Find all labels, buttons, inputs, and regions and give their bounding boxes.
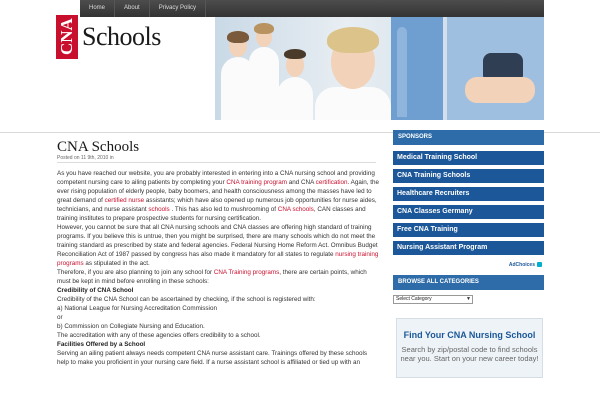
paragraph-text: as stipulated in the act.	[83, 260, 150, 267]
paragraph-text: , CAN classes and training institutes to prepare prospective students for nursing certification.	[57, 206, 366, 222]
inline-link[interactable]: certification	[315, 179, 348, 186]
paragraph-text: However, you cannot be sure that all CNA nursing schools and CNA classes are offering high standard of training programs. If you believe this is untrue, then you might be surprised, there are many schools which do not meet the training standard as prescribed by state and federal agencies. Federal Nursing Home Reform Act. Omnibus Budget Reconciliation Act of 1987 passed by congress has also made it mandatory for all states to regulate	[57, 224, 378, 258]
sponsor-link[interactable]: Free CNA Training	[393, 223, 544, 237]
sponsor-link[interactable]: CNA Classes Germany	[393, 205, 544, 219]
post-paragraph	[57, 340, 380, 349]
adchoices-icon	[537, 262, 542, 267]
section-heading: Facilities Offered by a School	[57, 341, 146, 348]
paragraph-text: Therefore, if you are also planning to join any school for	[57, 269, 214, 276]
paragraph-text: , there are certain points, which must be kept in mind before enrolling in these schools:	[57, 269, 367, 285]
nav-privacy-policy[interactable]: Privacy Policy	[150, 0, 206, 17]
paragraph-text: b) Commission on Collegiate Nursing and Education.	[57, 323, 205, 330]
sponsor-link[interactable]: Nursing Assistant Program	[393, 241, 544, 255]
paragraph-text: Serving an ailing patient always needs competent CNA nurse assistant care. Trainings offered by these schools help to make you proficient in your nursing care field. If a nurse assistant school is affiliated or tied up with an	[57, 350, 368, 366]
paragraph-text: The accreditation with any of these agencies offers credibility to a school.	[57, 332, 261, 339]
paragraph-text: a) National League for Nursing Accreditation Commission	[57, 305, 217, 312]
post-paragraph	[57, 223, 380, 268]
post-content	[57, 169, 380, 367]
inline-link[interactable]: nursing training programs	[57, 251, 379, 267]
sponsor-list	[393, 145, 544, 255]
nav-about[interactable]: About	[115, 0, 150, 17]
paragraph-text: and CNA	[286, 179, 316, 186]
category-select[interactable]	[393, 295, 473, 304]
post-paragraph	[57, 169, 380, 223]
post-meta: Posted on 11 9th, 2010 in	[57, 155, 114, 161]
inline-link[interactable]: CNA schools	[277, 206, 314, 213]
sponsors-title: SPONSORS	[393, 130, 544, 145]
category-select-value: Select Category	[396, 296, 432, 302]
categories-title: BROWSE ALL CATEGORIES	[393, 275, 544, 290]
sponsor-link[interactable]: CNA Training Schools	[393, 169, 544, 183]
sponsor-link[interactable]: Healthcare Recruiters	[393, 187, 544, 201]
chevron-down-icon: ▼	[466, 296, 471, 302]
post-paragraph	[57, 349, 380, 367]
paragraph-text: Credibility of the CNA School can be ascertained by checking, if the school is registered with:	[57, 296, 316, 303]
paragraph-text: . This has also led to mushrooming of	[169, 206, 278, 213]
paragraph-text: As you have reached our website, you are probably interested in entering into a CNA nursing school and providing competent nursing care to ailing patients by completing your	[57, 170, 375, 186]
school-finder-promo[interactable]	[396, 318, 543, 378]
adchoices-link[interactable]	[393, 259, 544, 271]
top-navigation	[80, 0, 544, 17]
post-title: CNA Schools	[57, 139, 140, 155]
sidebar	[393, 130, 544, 378]
site-logo[interactable]	[56, 17, 161, 56]
header-banner-image	[215, 17, 544, 120]
post-paragraph	[57, 268, 380, 286]
promo-text: Search by zip/postal code to find schools near you. Start on your new career today!	[400, 345, 539, 363]
paragraph-text: assistants; which have also opened up numerous job opportunities for nurse aides, technicians, and nurse assistant	[57, 197, 377, 213]
post-paragraph	[57, 322, 380, 331]
inline-link[interactable]: certified nurse	[104, 197, 145, 204]
divider	[57, 162, 376, 163]
post-paragraph	[57, 295, 380, 304]
logo-text: Schools	[82, 22, 161, 51]
logo-badge: CNA	[56, 15, 78, 59]
site-header	[0, 0, 600, 133]
post-paragraph	[57, 304, 380, 313]
inline-link[interactable]: CNA training program	[226, 179, 287, 186]
section-heading: Credibility of CNA School	[57, 287, 134, 294]
inline-link[interactable]: schools	[148, 206, 170, 213]
post-paragraph	[57, 331, 380, 340]
nav-home[interactable]: Home	[80, 0, 115, 17]
paragraph-text: . Again, the ever rising population of elderly people, baby boomers, and health consciousness among the masses have led to great demand of	[57, 179, 380, 204]
post-paragraph	[57, 286, 380, 295]
post-paragraph	[57, 313, 380, 322]
inline-link[interactable]: CNA Training programs	[213, 269, 280, 276]
promo-title: Find Your CNA Nursing School	[403, 330, 536, 340]
paragraph-text: or	[57, 314, 63, 321]
sponsor-link[interactable]: Medical Training School	[393, 151, 544, 165]
adchoices-label: AdChoices	[508, 262, 535, 268]
